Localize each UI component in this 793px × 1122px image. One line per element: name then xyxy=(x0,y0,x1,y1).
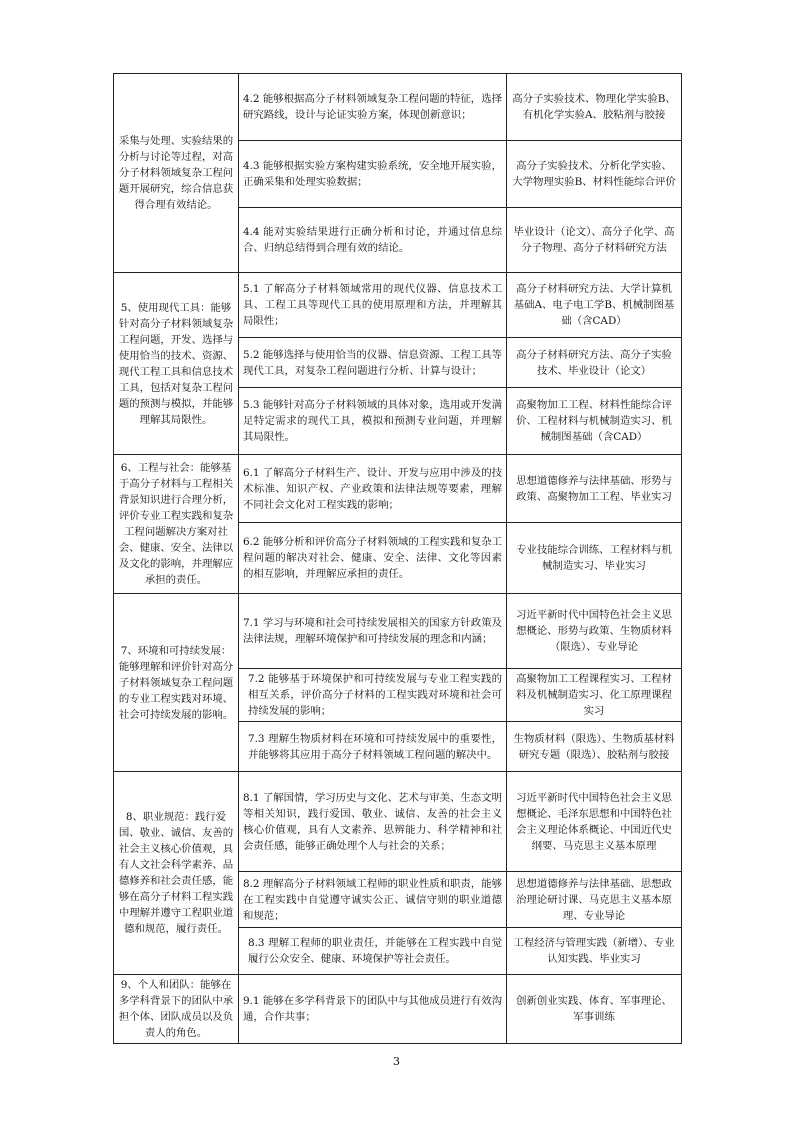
indicator-cell: 5.1 了解高分子材料领域常用的现代仪器、信息技术工具、工程工具等现代工具的使用原理和方法，并理解其局限性； xyxy=(239,273,507,338)
course-cell: 专业技能综合训练、工程材料与机械制造实习、毕业实习 xyxy=(507,523,682,594)
indicator-cell: 4.4 能对实验结果进行正确分析和讨论，并通过信息综合、归纳总结得到合理有效的结论。 xyxy=(239,208,507,273)
table-row xyxy=(114,594,682,669)
indicator-cell: 5.2 能够选择与使用恰当的仪器、信息资源、工程工具等现代工具，对复杂工程问题进行分析、计算与设计； xyxy=(239,338,507,388)
requirement-cell: 采集与处理、实验结果的分析与讨论等过程，对高分子材料领域复杂工程问题开展研究，综合信息获得合理有效结论。 xyxy=(114,74,239,273)
indicator-cell: 6.2 能够分析和评价高分子材料领域的工程实践和复杂工程问题的解决对社会、健康、安全、法律、文化等因素的相互影响，并理解应承担的责任。 xyxy=(239,523,507,594)
page-number: 3 xyxy=(393,1055,400,1068)
course-cell: 高聚物加工工程、材料性能综合评价、工程材料与机械制造实习、机械制图基础（含CAD） xyxy=(507,388,682,455)
table-row xyxy=(114,772,682,872)
course-cell: 高分子实验技术、分析化学实验、大学物理实验B、材料性能综合评价 xyxy=(507,141,682,208)
indicator-cell: 7.1 学习与环境和社会可持续发展相关的国家方针政策及法律法规，理解环境保护和可持续发展的理念和内涵； xyxy=(239,594,507,669)
table-row xyxy=(114,74,682,141)
indicator-cell: 7.2 能够基于环境保护和可持续发展与专业工程实践的相互关系，评价高分子材料的工程实践对环境和社会可持续发展的影响； xyxy=(239,669,507,722)
indicator-cell: 6.1 了解高分子材料生产、设计、开发与应用中涉及的技术标准、知识产权、产业政策和法律法规等要素，理解不同社会文化对工程实践的影响； xyxy=(239,455,507,523)
course-cell: 毕业设计（论文）、高分子化学、高分子物理、高分子材料研究方法 xyxy=(507,208,682,273)
indicator-cell: 4.3 能够根据实验方案构建实验系统，安全地开展实验，正确采集和处理实验数据； xyxy=(239,141,507,208)
indicator-cell: 5.3 能够针对高分子材料领域的具体对象，选用或开发满足特定需求的现代工具，模拟和预测专业问题，并理解其局限性。 xyxy=(239,388,507,455)
indicator-cell: 8.1 了解国情，学习历史与文化、艺术与审美、生态文明等相关知识，践行爱国、敬业、诚信、友善的社会主义核心价值观，具有人文素养、思辨能力、科学精神和社会责任感，能够正确处理个人与社会的关系； xyxy=(239,772,507,872)
course-cell: 生物质材料（限选）、生物质基材料研究专题（限选）、胶粘剂与胶接 xyxy=(507,722,682,772)
requirement-cell: 6、工程与社会：能够基于高分子材料与工程相关背景知识进行合理分析，评价专业工程实践和复杂工程问题解决方案对社会、健康、安全、法律以及文化的影响，并理解应承担的责任。 xyxy=(114,455,239,594)
course-cell: 习近平新时代中国特色社会主义思想概论、形势与政策、生物质材料（限选）、专业导论 xyxy=(507,594,682,669)
indicator-cell: 8.3 理解工程师的职业责任，并能够在工程实践中自觉履行公众安全、健康、环境保护等社会责任。 xyxy=(239,928,507,975)
indicator-cell: 7.3 理解生物质材料在环境和可持续发展中的重要性，并能够将其应用于高分子材料领域工程问题的解决中。 xyxy=(239,722,507,772)
course-cell: 思想道德修养与法律基础、思想政治理论研讨课、马克思主义基本原理、专业导论 xyxy=(507,872,682,928)
course-cell: 高分子材料研究方法、大学计算机基础A、电子电工学B、机械制图基础（含CAD） xyxy=(507,273,682,338)
indicator-cell: 4.2 能够根据高分子材料领域复杂工程问题的特征，选择研究路线，设计与论证实验方案，体现创新意识； xyxy=(239,74,507,141)
course-cell: 思想道德修养与法律基础、形势与政策、高聚物加工工程、毕业实习 xyxy=(507,455,682,523)
table-row xyxy=(114,975,682,1044)
indicator-cell: 8.2 理解高分子材料领域工程师的职业性质和职责，能够在工程实践中自觉遵守诚实公正、诚信守则的职业道德和规范； xyxy=(239,872,507,928)
requirement-cell: 7、环境和可持续发展：能够理解和评价针对高分子材料领域复杂工程问题的专业工程实践对环境、社会可持续发展的影响。 xyxy=(114,594,239,772)
requirement-cell: 8、职业规范：践行爱国、敬业、诚信、友善的社会主义核心价值观，具有人文社会科学素养、品德修养和社会责任感，能够在高分子材料工程实践中理解并遵守工程职业道德和规范，履行责任。 xyxy=(114,772,239,975)
course-cell: 创新创业实践、体育、军事理论、军事训练 xyxy=(507,975,682,1044)
indicator-cell: 9.1 能够在多学科背景下的团队中与其他成员进行有效沟通，合作共事； xyxy=(239,975,507,1044)
course-cell: 习近平新时代中国特色社会主义思想概论、毛泽东思想和中国特色社会主义理论体系概论、中国近代史纲要、马克思主义基本原理 xyxy=(507,772,682,872)
course-cell: 高聚物加工工程课程实习、工程材料及机械制造实习、化工原理课程实习 xyxy=(507,669,682,722)
table-row xyxy=(114,273,682,338)
course-cell: 高分子实验技术、物理化学实验B、有机化学实验A、胶粘剂与胶接 xyxy=(507,74,682,141)
requirement-cell: 5、使用现代工具：能够针对高分子材料领域复杂工程问题，开发、选择与使用恰当的技术、资源、现代工程工具和信息技术工具，包括对复杂工程问题的预测与模拟，并能够理解其局限性。 xyxy=(114,273,239,455)
requirement-cell: 9、个人和团队：能够在多学科背景下的团队中承担个体、团队成员以及负责人的角色。 xyxy=(114,975,239,1044)
graduation-requirements-table xyxy=(113,73,682,1044)
course-cell: 工程经济与管理实践（新增）、专业认知实践、毕业实习 xyxy=(507,928,682,975)
course-cell: 高分子材料研究方法、高分子实验技术、毕业设计（论文） xyxy=(507,338,682,388)
table-row xyxy=(114,455,682,523)
